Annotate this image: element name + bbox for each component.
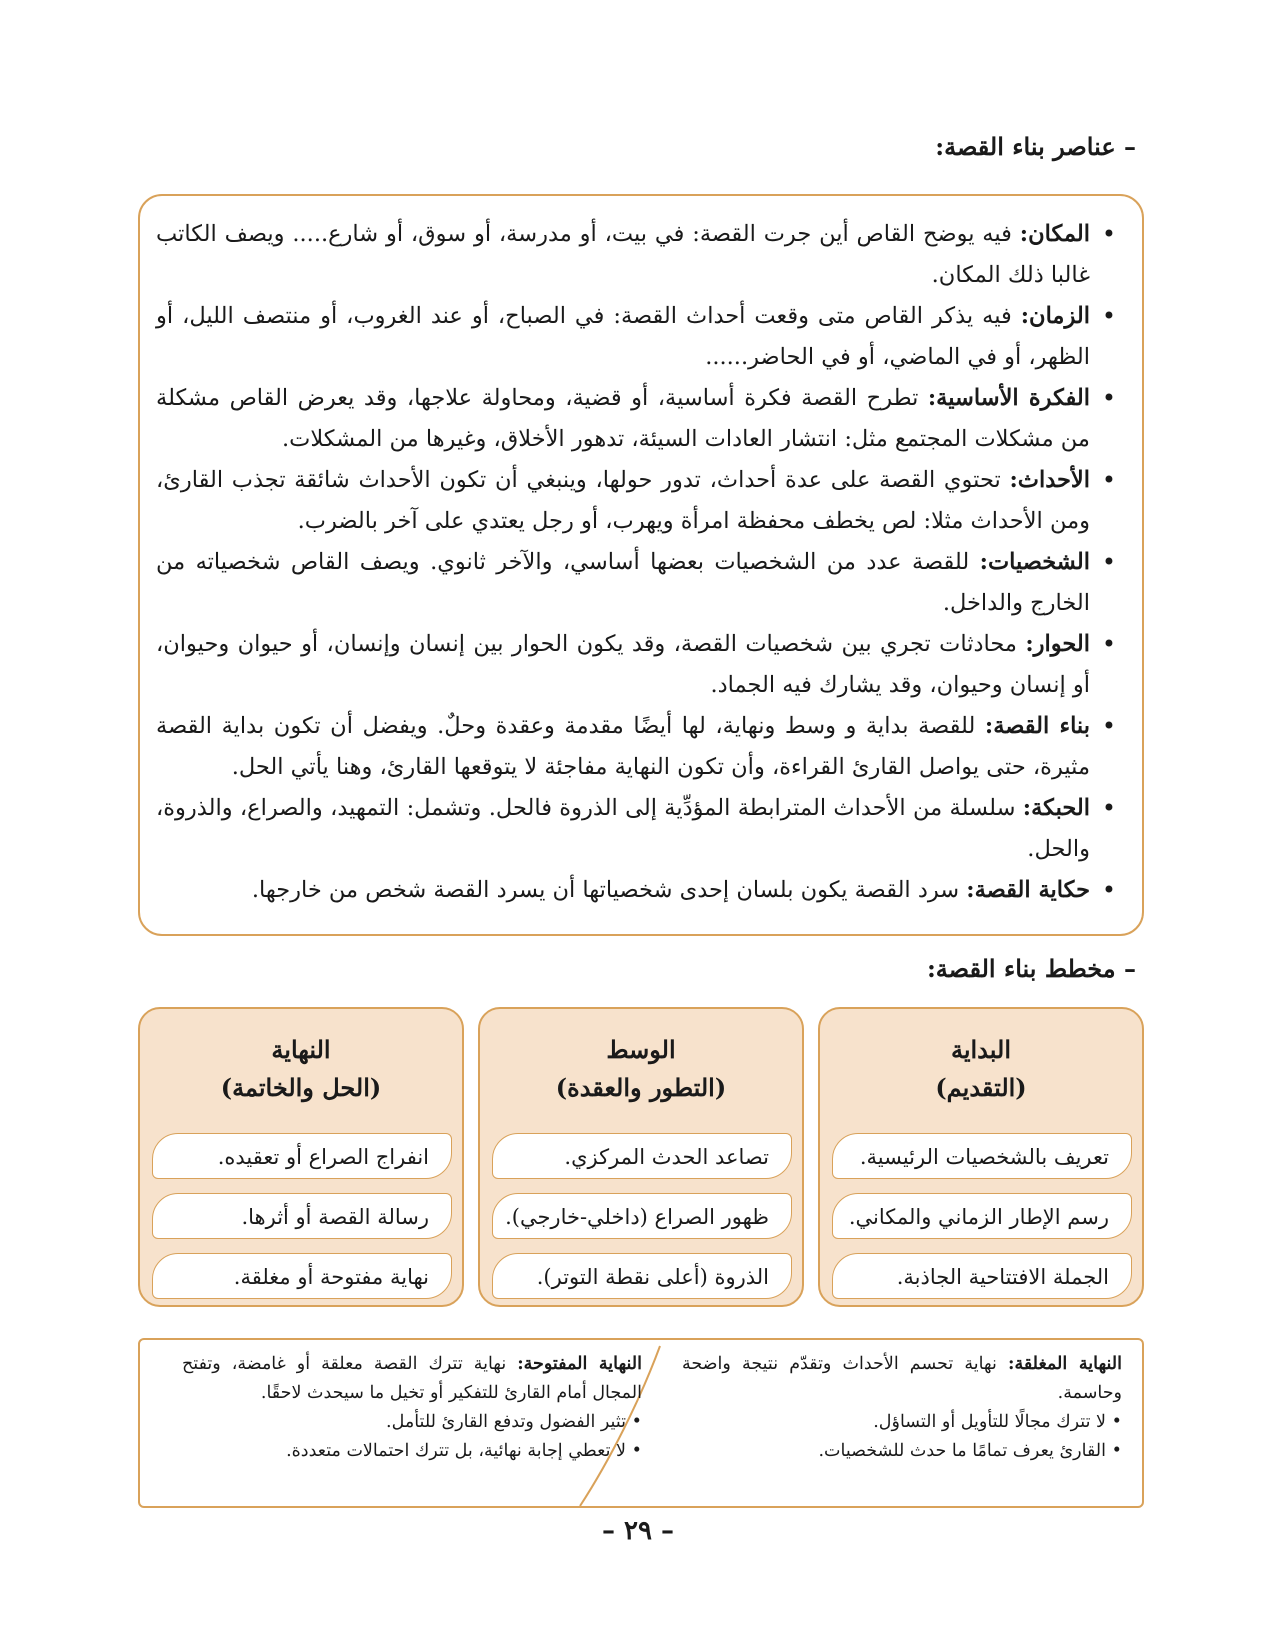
element-text: محادثات تجري بين شخصيات القصة، وقد يكون الحوار بين إنسان وإنسان، أو حيوان وحيوان، أو إنسان وحيوان، وقد يشارك فيه الجماد.: [156, 631, 1090, 698]
element-main-idea: [156, 378, 1118, 460]
page-number: – ٢٩ –: [601, 1516, 675, 1546]
column-item: ظهور الصراع (داخلي-خارجي).: [492, 1193, 792, 1239]
column-item: انفراج الصراع أو تعقيده.: [152, 1133, 452, 1179]
column-title-main: النهاية: [271, 1035, 331, 1064]
element-term: الشخصيات:: [979, 549, 1090, 575]
element-plot: [156, 788, 1118, 870]
list-item: • لا تعطي إجابة نهائية، بل تترك احتمالات متعددة.: [182, 1437, 642, 1466]
column-item: الذروة (أعلى نقطة التوتر).: [492, 1253, 792, 1299]
column-title-sub: (التطور والعقدة): [555, 1073, 727, 1102]
element-term: الفكرة الأساسية:: [927, 385, 1090, 411]
element-term: بناء القصة:: [984, 713, 1090, 739]
list-item: • القارئ يعرف تمامًا ما حدث للشخصيات.: [682, 1437, 1122, 1466]
element-text: سلسلة من الأحداث المترابطة المؤدِّية إلى الذروة فالحل. وتشمل: التمهيد، والصراع، والذروة، والحل.: [156, 795, 1090, 862]
element-narration: [156, 870, 1118, 911]
story-elements-box: [138, 194, 1144, 936]
element-text: تطرح القصة فكرة أساسية، أو قضية، ومحاولة علاجها، وقد يعرض القاص مشكلة من مشكلات المجتمع مثل: انتشار العادات السيئة، تدهور الأخلاق، وغيرها من المشكلات.: [156, 385, 1090, 452]
column-item: الجملة الافتتاحية الجاذبة.: [832, 1253, 1132, 1299]
closed-ending-term: النهاية المغلقة:: [1007, 1354, 1122, 1374]
element-text: للقصة عدد من الشخصيات بعضها أساسي، والآخر ثانوي. ويصف القاص شخصياته من الخارج والداخل.: [156, 549, 1090, 616]
endings-box: [138, 1338, 1144, 1508]
column-item: رسم الإطار الزماني والمكاني.: [832, 1193, 1132, 1239]
element-term: الحبكة:: [1022, 795, 1090, 821]
column-item: نهاية مفتوحة أو مغلقة.: [152, 1253, 452, 1299]
element-time: [156, 296, 1118, 378]
section-heading-outline: – مخطط بناء القصة:: [926, 954, 1136, 983]
open-ending-list: [182, 1408, 642, 1466]
element-place: [156, 214, 1118, 296]
section-heading-elements: – عناصر بناء القصة:: [935, 132, 1136, 161]
element-term: الحوار:: [1025, 631, 1090, 657]
element-dialogue: [156, 624, 1118, 706]
column-middle: [478, 1007, 804, 1307]
column-item: تعريف بالشخصيات الرئيسية.: [832, 1133, 1132, 1179]
closed-ending-list: [682, 1408, 1122, 1466]
column-title-main: البداية: [950, 1035, 1012, 1064]
column-beginning: [818, 1007, 1144, 1307]
element-events: [156, 460, 1118, 542]
column-title: [480, 1031, 802, 1107]
open-ending-term: النهاية المفتوحة:: [517, 1354, 642, 1374]
story-elements-list: [156, 214, 1118, 911]
element-characters: [156, 542, 1118, 624]
list-item: • لا تترك مجالًا للتأويل أو التساؤل.: [682, 1408, 1122, 1437]
open-ending-text: نهاية تترك القصة معلقة أو غامضة، وتفتح المجال أمام القارئ للتفكير أو تخيل ما سيحدث لاحقًا.: [182, 1354, 642, 1403]
open-ending: [182, 1350, 642, 1466]
column-item: رسالة القصة أو أثرها.: [152, 1193, 452, 1239]
column-title-main: الوسط: [606, 1035, 676, 1064]
element-text: فيه يذكر القاص متى وقعت أحداث القصة: في الصباح، أو عند الغروب، أو منتصف الليل، أو الظهر، أو في الماضي، أو في الحاضر......: [156, 303, 1090, 370]
element-text: للقصة بداية و وسط ونهاية، لها أيضًا مقدمة وعقدة وحلٌ. ويفضل أن تكون بداية القصة مثيرة، حتى يواصل القارئ القراءة، وأن تكون النهاية مفاجئة لا يتوقعها القارئ، وهنا يأتي الحل.: [156, 713, 1090, 780]
element-term: المكان:: [1019, 221, 1090, 247]
column-title-sub: (الحل والخاتمة): [220, 1073, 382, 1102]
column-item: تصاعد الحدث المركزي.: [492, 1133, 792, 1179]
element-term: الأحداث:: [1009, 467, 1090, 493]
element-text: تحتوي القصة على عدة أحداث، تدور حولها، وينبغي أن تكون الأحداث شائقة تجذب القارئ، ومن الأحداث مثلا: لص يخطف محفظة امرأة ويهرب، أو رجل يعتدي على آخر بالضرب.: [156, 467, 1090, 534]
element-term: الزمان:: [1020, 303, 1090, 329]
element-text: سرد القصة يكون بلسان إحدى شخصياتها أن يسرد القصة شخص من خارجها.: [251, 877, 967, 903]
element-text: فيه يوضح القاص أين جرت القصة: في بيت، أو مدرسة، أو سوق، أو شارع..... ويصف الكاتب غالبا ذلك المكان.: [156, 221, 1090, 288]
list-item: • تثير الفضول وتدفع القارئ للتأمل.: [182, 1408, 642, 1437]
column-title: [820, 1031, 1142, 1107]
element-term: حكاية القصة:: [966, 877, 1090, 903]
element-structure: [156, 706, 1118, 788]
closed-ending: [682, 1350, 1122, 1466]
column-end: [138, 1007, 464, 1307]
column-title-sub: (التقديم): [935, 1073, 1027, 1102]
column-title: [140, 1031, 462, 1107]
closed-ending-text: نهاية تحسم الأحداث وتقدّم نتيجة واضحة وحاسمة.: [682, 1354, 1122, 1403]
